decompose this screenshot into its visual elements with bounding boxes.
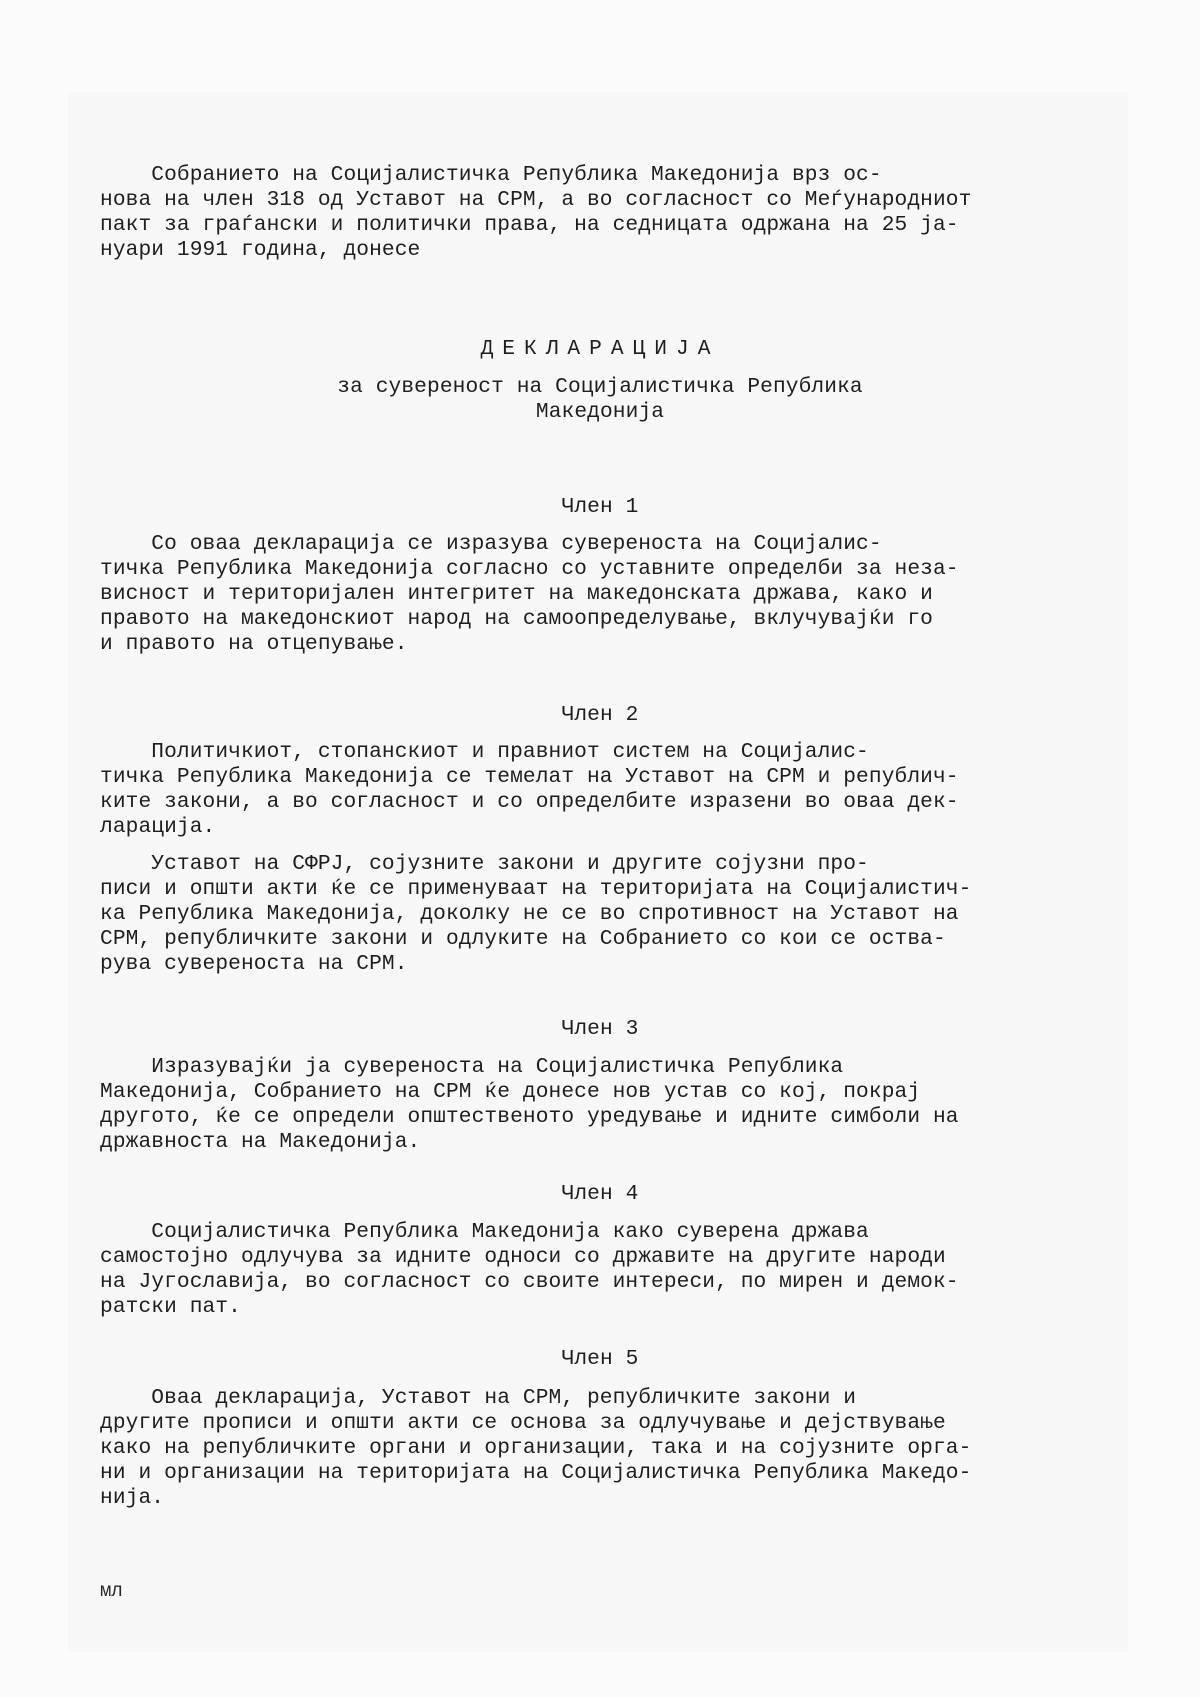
article-line: Оваа декларација, Уставот на СРМ, републичките закони и [100,1386,857,1410]
article-line: ка Република Македонија, доколку не се во спротивност на Уставот на [100,902,959,926]
article-line: државноста на Македонија. [100,1130,421,1154]
article-heading: Член 3 [561,1017,639,1041]
article-line: тичка Република Македонија се темелат на Уставот на СРМ и републич- [100,765,959,789]
article-line: Со оваа декларација се изразува сувереноста на Социјалис- [100,532,882,556]
document-title: ДЕКЛАРАЦИЈА [480,337,720,361]
footer-initials: мл [100,1580,123,1602]
article-line: Уставот на СФРЈ, сојузните закони и другите сојузни про- [100,852,869,876]
article-line: Политичкиот, стопанскиот и правниот систем на Социјалис- [100,740,869,764]
article-line: висност и територијален интегритет на македонската држава, како и [100,582,933,606]
article-heading: Член 4 [561,1182,639,1206]
article-line: другото, ќе се определи општественото уредување и идните симболи на [100,1105,959,1129]
document-subtitle: за сувереност на Социјалистичка Република [337,375,863,399]
preamble-line: нова на член 318 од Уставот на СРМ, а во согласност со Меѓународниот [100,188,972,212]
article-line: рува сувереноста на СРМ. [100,952,408,976]
article-line: самостојно одлучува за идните односи со државите на другите народи [100,1245,946,1269]
preamble-line: Собранието на Социјалистичка Република Македонија врз ос- [100,163,882,187]
article-line: СРМ, републичките закони и одлуките на Собранието со кои се оства- [100,927,946,951]
article-line: Македонија, Собранието на СРМ ќе донесе нов устав со кој, покрај [100,1080,921,1104]
document-subtitle: Македонија [535,400,665,424]
article-heading: Член 2 [561,703,639,727]
article-line: Социјалистичка Република Македонија како суверена држава [100,1220,869,1244]
article-line: ратски пат. [100,1295,241,1319]
article-line: тичка Република Македонија согласно со уставните определби за неза- [100,557,959,581]
article-line: на Југославија, во согласност со своите интереси, по мирен и демок- [100,1270,959,1294]
article-heading: Член 5 [561,1347,639,1371]
article-line: правото на македонскиот народ на самоопределување, вклучувајќи го [100,607,933,631]
article-line: Изразувајќи ја сувереноста на Социјалистичка Република [100,1055,844,1079]
article-line: како на републичките органи и организации, така и на сојузните орга- [100,1436,972,1460]
article-line: писи и општи акти ќе се применуваат на територијата на Социјалистич- [100,877,972,901]
preamble-line: пакт за граѓански и политички права, на седницата одржана на 25 ја- [100,213,959,237]
article-line: ките закони, а во согласност и со определбите изразени во оваа дек- [100,790,959,814]
article-line: нија. [100,1486,165,1510]
article-line: ларација. [100,815,216,839]
article-heading: Член 1 [561,495,639,519]
article-line: ни и организации на територијата на Социјалистичка Република Македо- [100,1461,972,1485]
article-line: другите прописи и општи акти се основа за одлучување и дејствување [100,1411,946,1435]
preamble-line: нуари 1991 година, донесе [100,238,421,262]
article-line: и правото на отцепување. [100,632,408,656]
